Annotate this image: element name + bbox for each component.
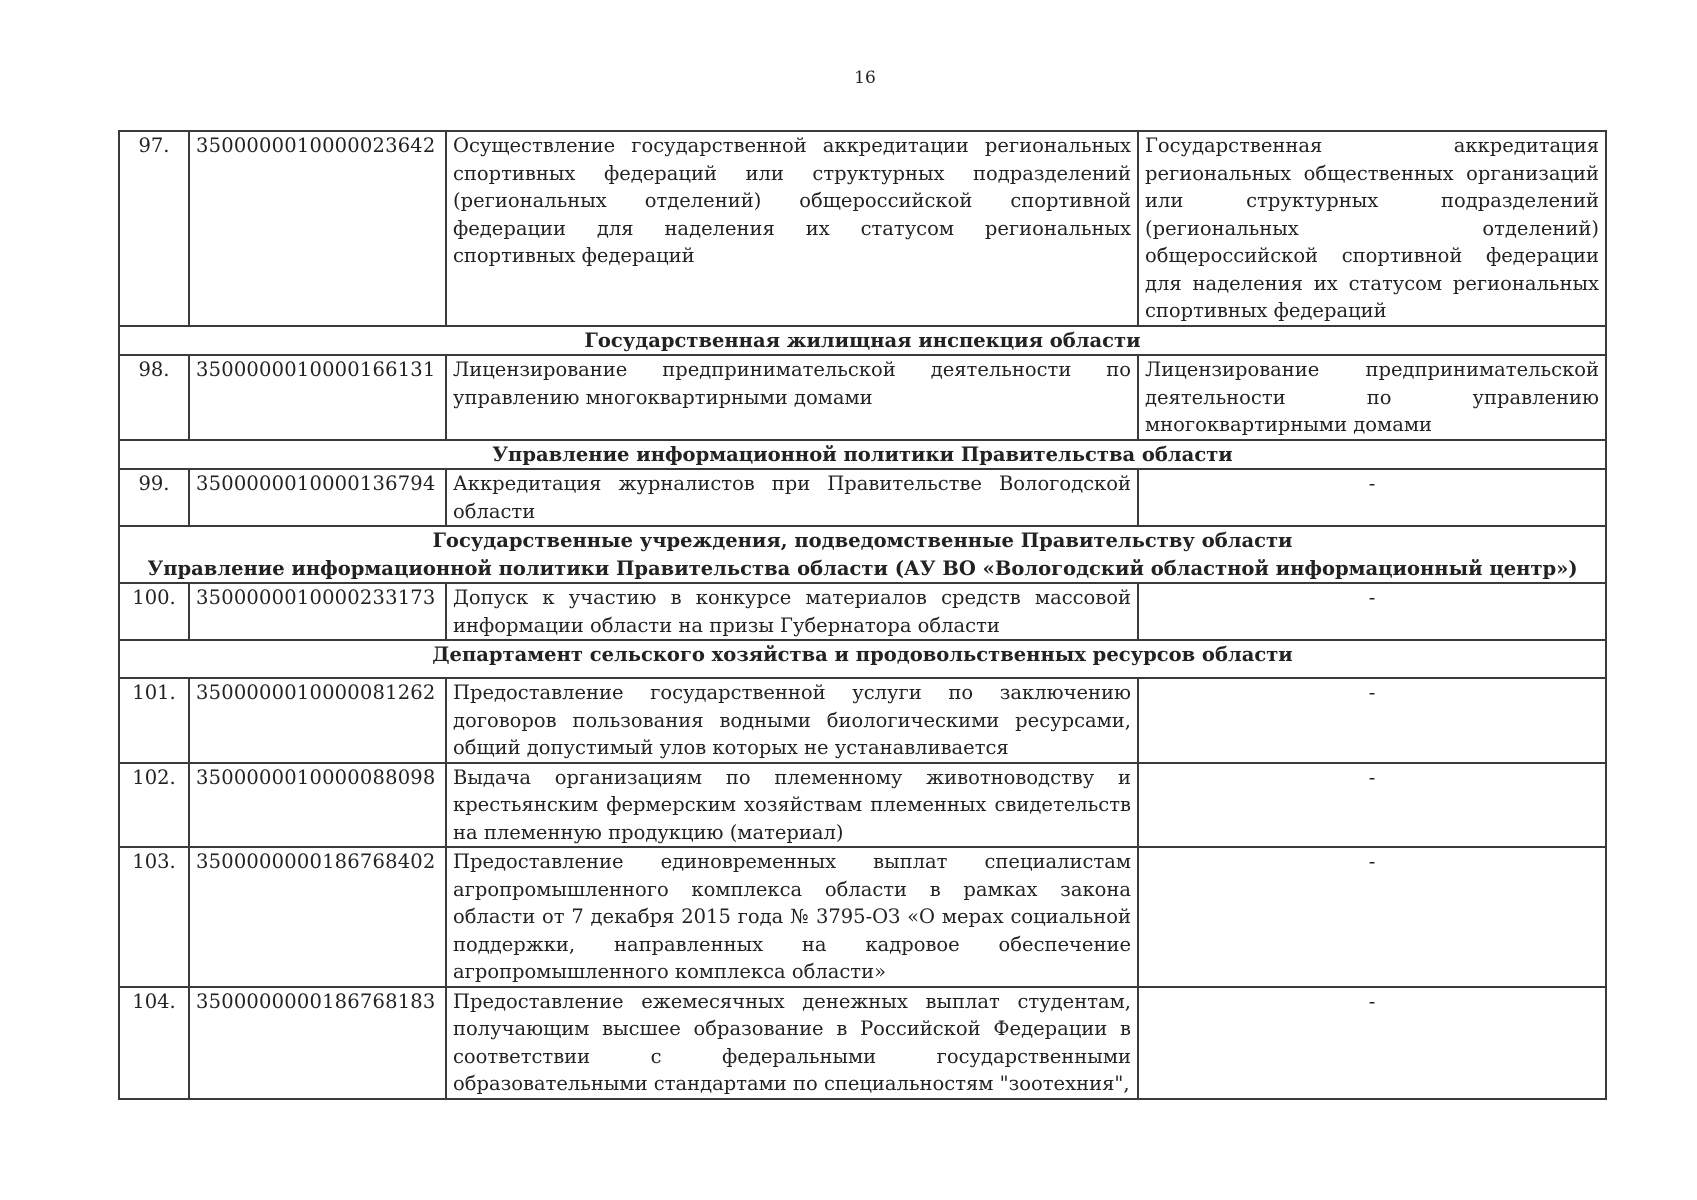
service-short-name: -: [1138, 583, 1606, 640]
service-name: Осуществление государственной аккредитации региональных спортивных федераций или структурных подразделений (региональных отделений) общероссийской спортивной федерации для наделения их статусом региональных спортивных федераций: [446, 131, 1138, 326]
table-row: [119, 847, 1606, 987]
service-code: 3500000010000166131: [189, 355, 446, 440]
section-heading: [119, 440, 1606, 470]
section-heading-line: Государственная жилищная инспекция области: [584, 328, 1141, 352]
service-short-name: -: [1138, 847, 1606, 987]
table-row: [119, 987, 1606, 1099]
table-row: [119, 678, 1606, 763]
service-code: 3500000010000136794: [189, 469, 446, 526]
service-code: 3500000000186768183: [189, 987, 446, 1099]
section-heading: [119, 640, 1606, 678]
section-heading-line: Государственные учреждения, подведомственные Правительству области: [432, 529, 1293, 552]
row-number: 104.: [119, 987, 189, 1099]
service-name: Предоставление ежемесячных денежных выплат студентам, получающим высшее образование в Российской Федерации в соответствии с федеральными государственными образовательными стандартами по специальностям "зоотехния",: [446, 987, 1138, 1099]
service-code: 3500000000186768402: [189, 847, 446, 987]
service-name: Предоставление государственной услуги по заключению договоров пользования водными биологическими ресурсами, общий допустимый улов которых не устанавливается: [446, 678, 1138, 763]
table-row: [119, 355, 1606, 440]
row-number: 97.: [119, 131, 189, 326]
service-code: 3500000010000023642: [189, 131, 446, 326]
section-heading: [119, 526, 1606, 583]
service-name: Лицензирование предпринимательской деятельности по управлению многоквартирными домами: [446, 355, 1138, 440]
section-row: [119, 640, 1606, 678]
section-heading: [119, 326, 1606, 356]
page-number: 16: [854, 68, 876, 88]
row-number: 99.: [119, 469, 189, 526]
section-heading-line: Управление информационной политики Правительства области: [492, 442, 1233, 466]
row-number: 100.: [119, 583, 189, 640]
service-short-name: Лицензирование предпринимательской деятельности по управлению многоквартирными домами: [1138, 355, 1606, 440]
service-name: Выдача организациям по племенному животноводству и крестьянским фермерским хозяйствам племенных свидетельств на племенную продукцию (материал): [446, 763, 1138, 848]
table-row: [119, 763, 1606, 848]
service-short-name: Государственная аккредитация региональных общественных организаций или структурных подразделений (региональных отделений) общероссийской спортивной федерации для наделения их статусом региональных спортивных федераций: [1138, 131, 1606, 326]
service-short-name: -: [1138, 987, 1606, 1099]
table-body: [119, 131, 1606, 1099]
service-code: 3500000010000081262: [189, 678, 446, 763]
service-name: Допуск к участию в конкурсе материалов средств массовой информации области на призы Губернатора области: [446, 583, 1138, 640]
service-name: Аккредитация журналистов при Правительстве Вологодской области: [446, 469, 1138, 526]
services-table: [118, 130, 1607, 1100]
service-short-name: -: [1138, 763, 1606, 848]
section-row: [119, 326, 1606, 356]
section-heading-line: Управление информационной политики Правительства области (АУ ВО «Вологодский областной информационный центр»): [147, 556, 1578, 580]
table-row: [119, 583, 1606, 640]
row-number: 98.: [119, 355, 189, 440]
service-short-name: -: [1138, 469, 1606, 526]
section-row: [119, 526, 1606, 583]
service-code: 3500000010000088098: [189, 763, 446, 848]
table-row: [119, 131, 1606, 326]
table-row: [119, 469, 1606, 526]
section-heading-line: Департамент сельского хозяйства и продовольственных ресурсов области: [432, 643, 1293, 666]
service-code: 3500000010000233173: [189, 583, 446, 640]
service-short-name: -: [1138, 678, 1606, 763]
row-number: 102.: [119, 763, 189, 848]
section-row: [119, 440, 1606, 470]
service-name: Предоставление единовременных выплат специалистам агропромышленного комплекса области в рамках закона области от 7 декабря 2015 года № 3795-ОЗ «О мерах социальной поддержки, направленных на кадровое обеспечение агропромышленного комплекса области»: [446, 847, 1138, 987]
row-number: 103.: [119, 847, 189, 987]
row-number: 101.: [119, 678, 189, 763]
